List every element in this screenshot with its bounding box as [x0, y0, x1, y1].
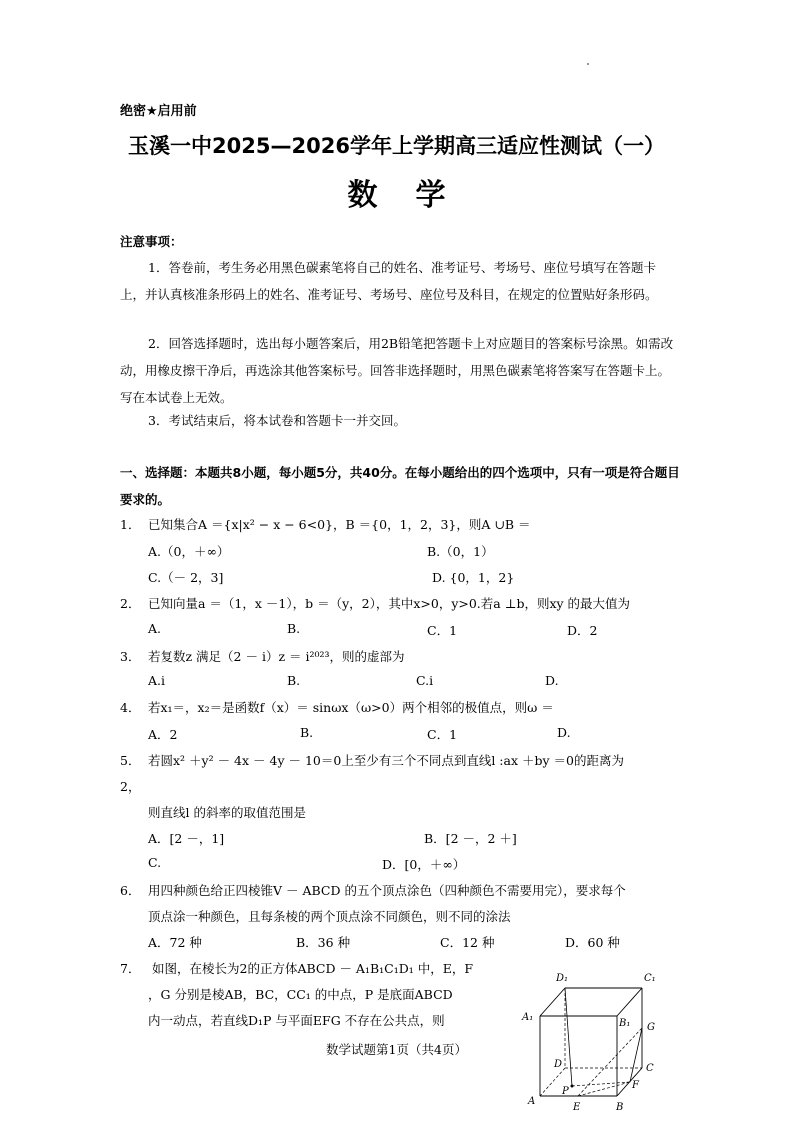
q3-option-d: D. — [545, 673, 559, 688]
q4-option-d: D. — [557, 725, 571, 740]
q5-option-d: D．[0，＋∞） — [382, 857, 466, 872]
segment-d1p — [565, 988, 572, 1086]
q1-option-c: C.（－ 2，3] — [148, 570, 224, 585]
q5-text-line3: 则直线l 的斜率的取值范围是 — [148, 805, 306, 820]
notice-item-1 — [120, 254, 680, 308]
q7-text-line2: ，G 分别是棱AB，BC，CC₁ 的中点，P 是底面ABCD — [148, 987, 453, 1002]
point-p — [571, 1085, 574, 1088]
q6-option-a: A．72 种 — [148, 935, 202, 950]
q7-text-line3: 内一动点，若直线D₁P 与平面EFG 不存在公共点，则 — [148, 1013, 445, 1028]
q1-option-d: D. {0，1，2} — [432, 570, 515, 585]
label-a1: A₁ — [522, 1012, 534, 1023]
q6-option-c: C．12 种 — [440, 935, 495, 950]
q1-option-b: B.（0，1） — [427, 544, 494, 559]
q2-option-b: B. — [287, 621, 301, 636]
label-p: P — [562, 1086, 569, 1097]
notice-item-2-text: 2．回答选择题时，选出每小题答案后，用2B铅笔把答题卡上对应题目的答案标号涂黑。如需改动，用橡皮擦干净后，再选涂其他答案标号。回答非选择题时，用黑色碳素笔将答案写在答题卡上。写在本试卷上无效。 — [120, 336, 674, 405]
q3-text: 若复数z 满足（2 － i）z ＝ i²⁰²³，则的虚部为 — [148, 649, 405, 664]
q2-option-a: A. — [148, 621, 162, 636]
q4-option-c: C．1 — [427, 727, 458, 742]
q3-option-c: C.i — [416, 673, 434, 688]
label-d: D — [554, 1059, 563, 1070]
q2-option-c: C．1 — [427, 623, 458, 638]
q5-option-a: A．[2 －，1] — [148, 831, 225, 846]
segment-pf — [572, 1082, 630, 1086]
q5-option-b: B．[2 －，2 ＋] — [424, 831, 517, 846]
q6-number: 6． — [120, 883, 141, 898]
q1-option-a: A.（0，＋∞） — [148, 544, 230, 559]
label-a: A — [528, 1096, 536, 1107]
label-d1: D₁ — [556, 973, 569, 984]
q4-option-b: B. — [300, 725, 314, 740]
q3-option-b: B. — [287, 673, 301, 688]
q1-text: 已知集合A ＝{x|x² − x − 6<0}，B ＝{0，1，2，3}，则A ∪B ＝ — [148, 517, 531, 532]
section-1-heading: 一、选择题：本题共8小题，每小题5分，共40分。在每小题给出的四个选项中，只有一项是符合题目要求的。 — [120, 465, 680, 507]
q5-text-line1: 若圆x² ＋y² － 4x － 4y － 10＝0上至少有三个不同点到直线l :ax ＋by ＝0的距离为 — [148, 753, 624, 768]
q4-option-a: A．2 — [148, 727, 178, 742]
notice-item-1-text: 1．答卷前，考生务必用黑色碳素笔将自己的姓名、准考证号、考场号、座位号填写在答题卡上，并认真核准条形码上的姓名、准考证号、考场号、座位号及科目，在规定的位置贴好条形码。 — [120, 260, 658, 302]
label-b1: B₁ — [619, 1018, 631, 1029]
q6-text-line1: 用四种颜色给正四棱锥V － ABCD 的五个顶点涂色（四种颜色不需要用完），要求每个 — [148, 883, 626, 898]
q4-number: 4． — [120, 700, 141, 715]
q6-option-d: D．60 种 — [565, 935, 620, 950]
edge-c1b1 — [617, 988, 642, 1016]
label-g: G — [647, 1022, 655, 1033]
exam-title: 玉溪一中2025—2026学年上学期高三适应性测试（一） — [128, 134, 665, 158]
label-c1: C₁ — [644, 973, 656, 984]
notice-heading: 注意事项： — [120, 234, 183, 249]
edge-d1a1 — [540, 988, 565, 1016]
q5-text-line2: 2， — [120, 779, 141, 794]
q2-text: 已知向量a ＝（1，x －1），b ＝（y，2），其中x>0，y>0.若a ⊥b，则xy 的最大值为 — [148, 596, 631, 611]
q6-text-line2: 顶点涂一种颜色，且每条棱的两个顶点涂不同颜色，则不同的涂法 — [148, 909, 511, 924]
label-c: C — [646, 1063, 654, 1074]
label-f: F — [632, 1080, 639, 1091]
subject-title: 数学 — [347, 178, 484, 213]
q2-option-d: D．2 — [567, 623, 598, 638]
notice-item-2 — [120, 330, 680, 411]
notice-item-3-text: 3．考试结束后，将本试卷和答题卡一并交回。 — [148, 413, 406, 428]
q5-option-c: C. — [148, 855, 162, 870]
page-footer: 数学试题第1页（共4页） — [326, 1042, 467, 1057]
notice-item-3 — [120, 407, 680, 434]
q3-number: 3． — [120, 649, 141, 664]
q7-number: 7． — [120, 961, 141, 976]
q2-number: 2． — [120, 596, 141, 611]
q1-number: 1． — [120, 517, 141, 532]
secret-label: 绝密★启用前 — [120, 104, 197, 119]
q4-text: 若x₁＝，x₂＝是函数f（x）＝ sinωx（ω>0）两个相邻的极值点，则ω ＝ — [148, 700, 554, 715]
q6-option-b: B．36 种 — [296, 935, 351, 950]
q7-text-line1: 如图，在棱长为2的正方体ABCD － A₁B₁C₁D₁ 中，E，F — [152, 961, 474, 976]
scan-dot — [587, 63, 589, 65]
q3-option-a: A.i — [148, 673, 165, 688]
q5-number: 5． — [120, 753, 141, 768]
label-e: E — [573, 1102, 581, 1113]
label-b: B — [616, 1102, 624, 1113]
